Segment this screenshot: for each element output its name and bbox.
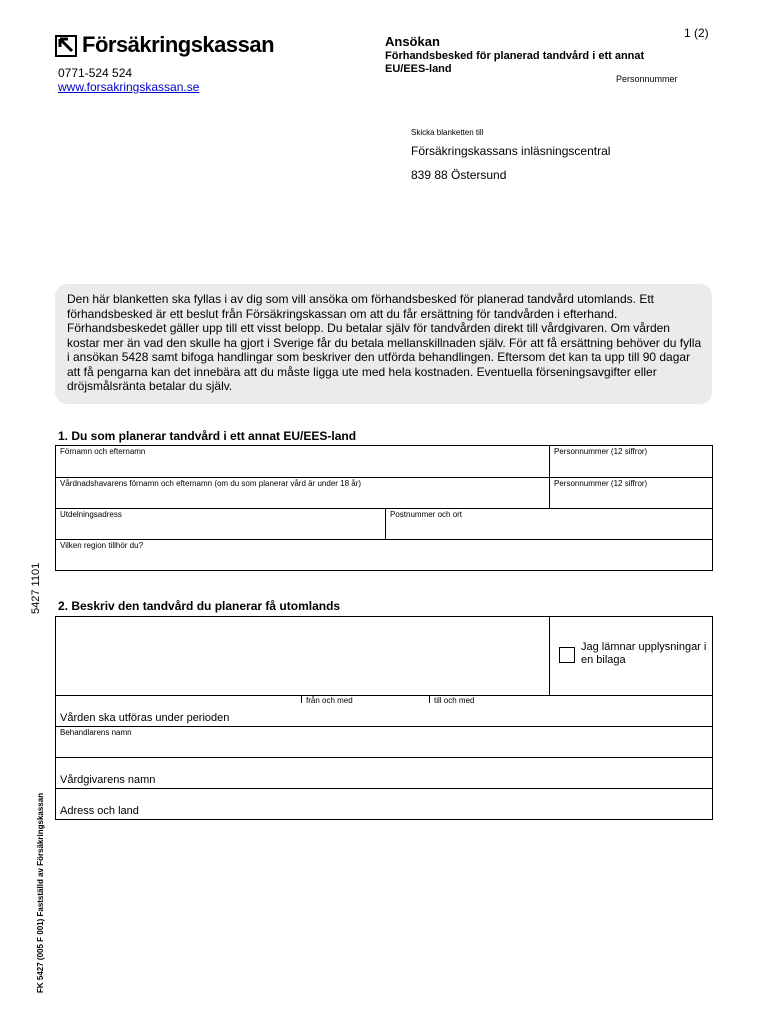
attachment-checkbox[interactable] <box>559 647 575 663</box>
info-box: Den här blanketten ska fyllas i av dig som vill ansöka om förhandsbesked för planerad tandvård utomlands. Ett förhandsbesked är ett beslut från Försäkringskassan om att du får ersättning för tandvården i efterhand. Förhandsbeskedet gäller upp till ett visst belopp. Du betalar själv för tandvården direkt till vårdgivaren. Om vården kostar mer än vad den skulle ha gjort i Sverige får du betala mellanskillnaden själv. För att få ersättning behöver du fylla i ansökan 5428 samt bifoga handlingar som beskriver den utförda behandlingen. Eftersom det kan ta upp till 90 dagar att få pengarna kan det innebära att du måste ligga ute med hela kostnaden. Eventuella förseningsavgifter eller dröjsmålsränta betalar du själv. <box>55 284 712 404</box>
section1-title: 1. Du som planerar tandvård i ett annat EU/EES-land <box>58 429 357 443</box>
header-personnummer-label: Personnummer <box>616 74 678 84</box>
website-link[interactable]: www.forsakringskassan.se <box>58 80 200 94</box>
pnr1-field[interactable] <box>549 446 712 477</box>
guardian-label: Vårdnadshavarens förnamn och efternamn (om du som planerar vård är under 18 år) <box>60 479 362 488</box>
section2-title: 2. Beskriv den tandvård du planerar få utomlands <box>58 599 341 613</box>
description-field[interactable] <box>56 617 549 695</box>
pnr2-field[interactable] <box>549 478 712 508</box>
address-field[interactable] <box>56 509 385 539</box>
send-to-label: Skicka blanketten till <box>411 128 484 137</box>
name-row <box>56 446 712 477</box>
attachment-cell <box>549 617 712 695</box>
send-to-address: 839 88 Östersund <box>411 168 507 182</box>
provider-row <box>56 757 712 788</box>
provider-field[interactable] <box>56 758 712 788</box>
to-date-field[interactable] <box>429 696 557 726</box>
page-number: 1 (2) <box>684 26 709 40</box>
region-label: Vilken region tillhör du? <box>60 541 144 550</box>
to-label: till och med <box>434 696 475 705</box>
phone-number: 0771-524 524 <box>58 66 133 80</box>
postal-label: Postnummer och ort <box>390 510 463 519</box>
provider-address-field[interactable] <box>56 789 712 819</box>
from-label: från och med <box>306 696 353 705</box>
practitioner-label: Behandlarens namn <box>60 728 132 737</box>
region-row <box>56 539 712 570</box>
form-code: 5427 1101 <box>30 562 42 614</box>
region-field[interactable] <box>56 540 712 570</box>
provider-address-row <box>56 788 712 819</box>
provider-address-label: Adress och land <box>60 805 139 817</box>
document-title: Ansökan <box>385 34 440 49</box>
pnr2-label: Personnummer (12 siffror) <box>554 479 648 488</box>
name-label: Förnamn och efternamn <box>60 447 146 456</box>
send-to-name: Försäkringskassans inläsningscentral <box>411 144 611 158</box>
document-subtitle: Förhandsbesked för planerad tandvård i ett annat EU/EES-land <box>385 50 645 75</box>
section2-form <box>55 616 713 820</box>
practitioner-field[interactable] <box>56 727 712 757</box>
logo-text: Försäkringskassan <box>82 32 275 57</box>
provider-label: Vårdgivarens namn <box>60 774 156 786</box>
form-footer: FK 5427 (005 F 001) Fastställd av Försäkringskassan <box>36 792 45 993</box>
description-row <box>56 617 712 695</box>
address-row <box>56 508 712 539</box>
pnr1-label: Personnummer (12 siffror) <box>554 447 648 456</box>
section1-form <box>55 445 713 571</box>
guardian-field[interactable] <box>56 478 549 508</box>
period-label: Vården ska utföras under perioden <box>60 712 230 724</box>
logo-icon <box>55 35 77 57</box>
address-label: Utdelningsadress <box>60 510 122 519</box>
practitioner-row <box>56 726 712 757</box>
period-row <box>56 695 712 726</box>
attachment-label: Jag lämnar upplysningar i en bilaga <box>581 641 707 666</box>
name-field[interactable] <box>56 446 549 477</box>
guardian-row <box>56 477 712 508</box>
from-date-field[interactable] <box>301 696 429 726</box>
postal-field[interactable] <box>385 509 712 539</box>
